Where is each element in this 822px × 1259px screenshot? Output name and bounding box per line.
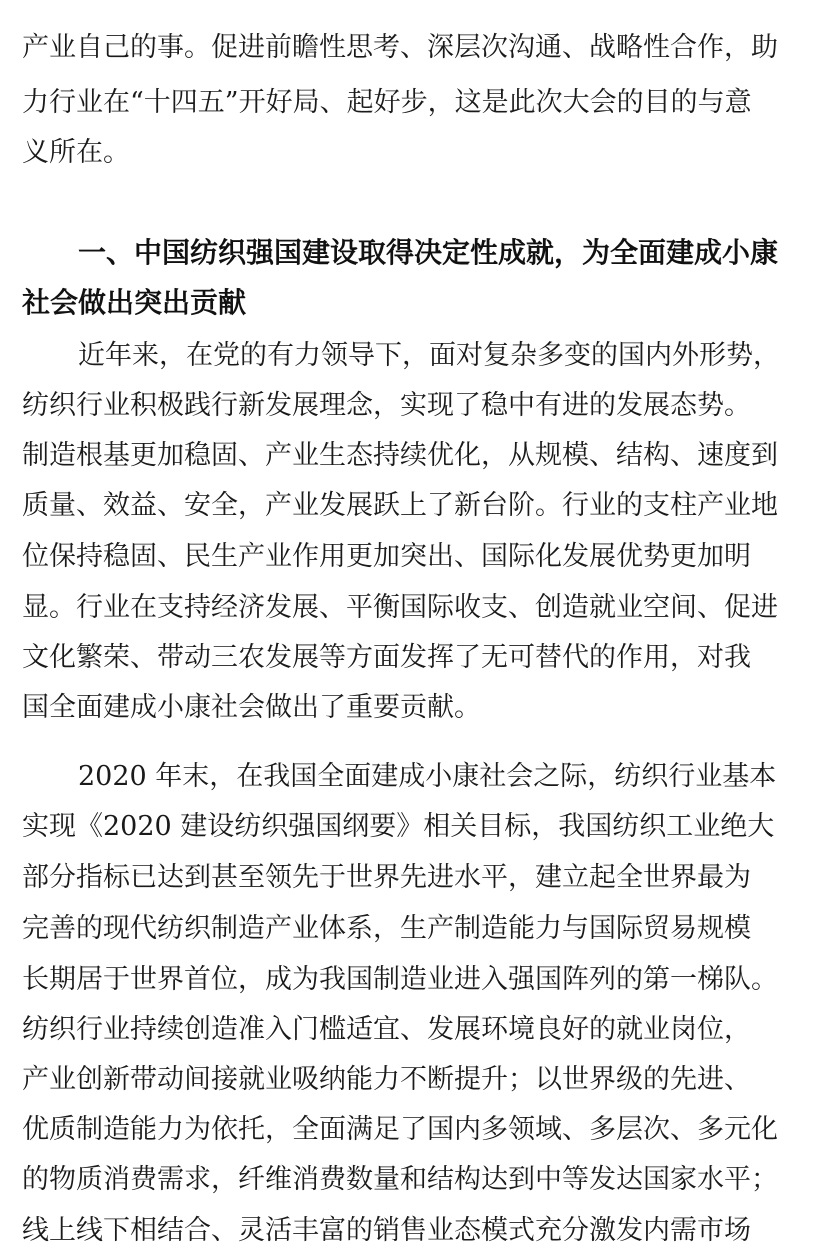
paragraph-2-line-10: 线上线下相结合、灵活丰富的销售业态模式充分激发内需市场: [22, 1215, 751, 1246]
paragraph-1-line-2: 纺织行业积极践行新发展理念，实现了稳中有进的发展态势。: [22, 390, 751, 421]
paragraph-2-line-4: 完善的现代纺织制造产业体系，生产制造能力与国际贸易规模: [22, 913, 751, 944]
paragraph-2-line-7: 产业创新带动间接就业吸纳能力不断提升；以世界级的先进、: [22, 1064, 751, 1095]
paragraph-1-line-7: 文化繁荣、带动三农发展等方面发挥了无可替代的作用，对我: [22, 642, 751, 673]
paragraph-1-line-1: 近年来，在党的有力领导下，面对复杂多变的国内外形势，: [78, 340, 780, 371]
paragraph-2-line-6: 纺织行业持续创造准入门槛适宜、发展环境良好的就业岗位，: [22, 1014, 751, 1045]
paragraph-1-line-8: 国全面建成小康社会做出了重要贡献。: [22, 692, 481, 723]
paragraph-2-line-2: 实现《2020 建设纺织强国纲要》相关目标，我国纺织工业绝大: [22, 811, 775, 842]
paragraph-1-line-5: 位保持稳固、民生产业作用更加突出、国际化发展优势更加明: [22, 541, 751, 572]
paragraph-2-line-8: 优质制造能力为依托，全面满足了国内多领域、多层次、多元化: [22, 1114, 778, 1145]
intro-line-2: 力行业在“十四五”开好局、起好步，这是此次大会的目的与意: [22, 87, 752, 118]
paragraph-2-line-5: 长期居于世界首位，成为我国制造业进入强国阵列的第一梯队。: [22, 964, 778, 995]
paragraph-2-line-9: 的物质消费需求，纤维消费数量和结构达到中等发达国家水平；: [22, 1164, 778, 1195]
section-heading-line-2: 社会做出突出贡献: [22, 286, 247, 319]
paragraph-1-line-3: 制造根基更加稳固、产业生态持续优化，从规模、结构、速度到: [22, 440, 778, 471]
intro-line-3: 义所在。: [22, 137, 130, 168]
paragraph-2-line-3: 部分指标已达到甚至领先于世界先进水平，建立起全世界最为: [22, 862, 751, 893]
paragraph-1-line-4: 质量、效益、安全，产业发展跃上了新台阶。行业的支柱产业地: [22, 490, 778, 521]
section-heading-line-1: 一、中国纺织强国建设取得决定性成就，为全面建成小康: [78, 236, 779, 269]
paragraph-2-line-1: 2020 年末，在我国全面建成小康社会之际，纺织行业基本: [78, 761, 777, 792]
intro-line-1: 产业自己的事。促进前瞻性思考、深层次沟通、战略性合作，助: [22, 32, 778, 63]
paragraph-1-line-6: 显。行业在支持经济发展、平衡国际收支、创造就业空间、促进: [22, 592, 778, 623]
